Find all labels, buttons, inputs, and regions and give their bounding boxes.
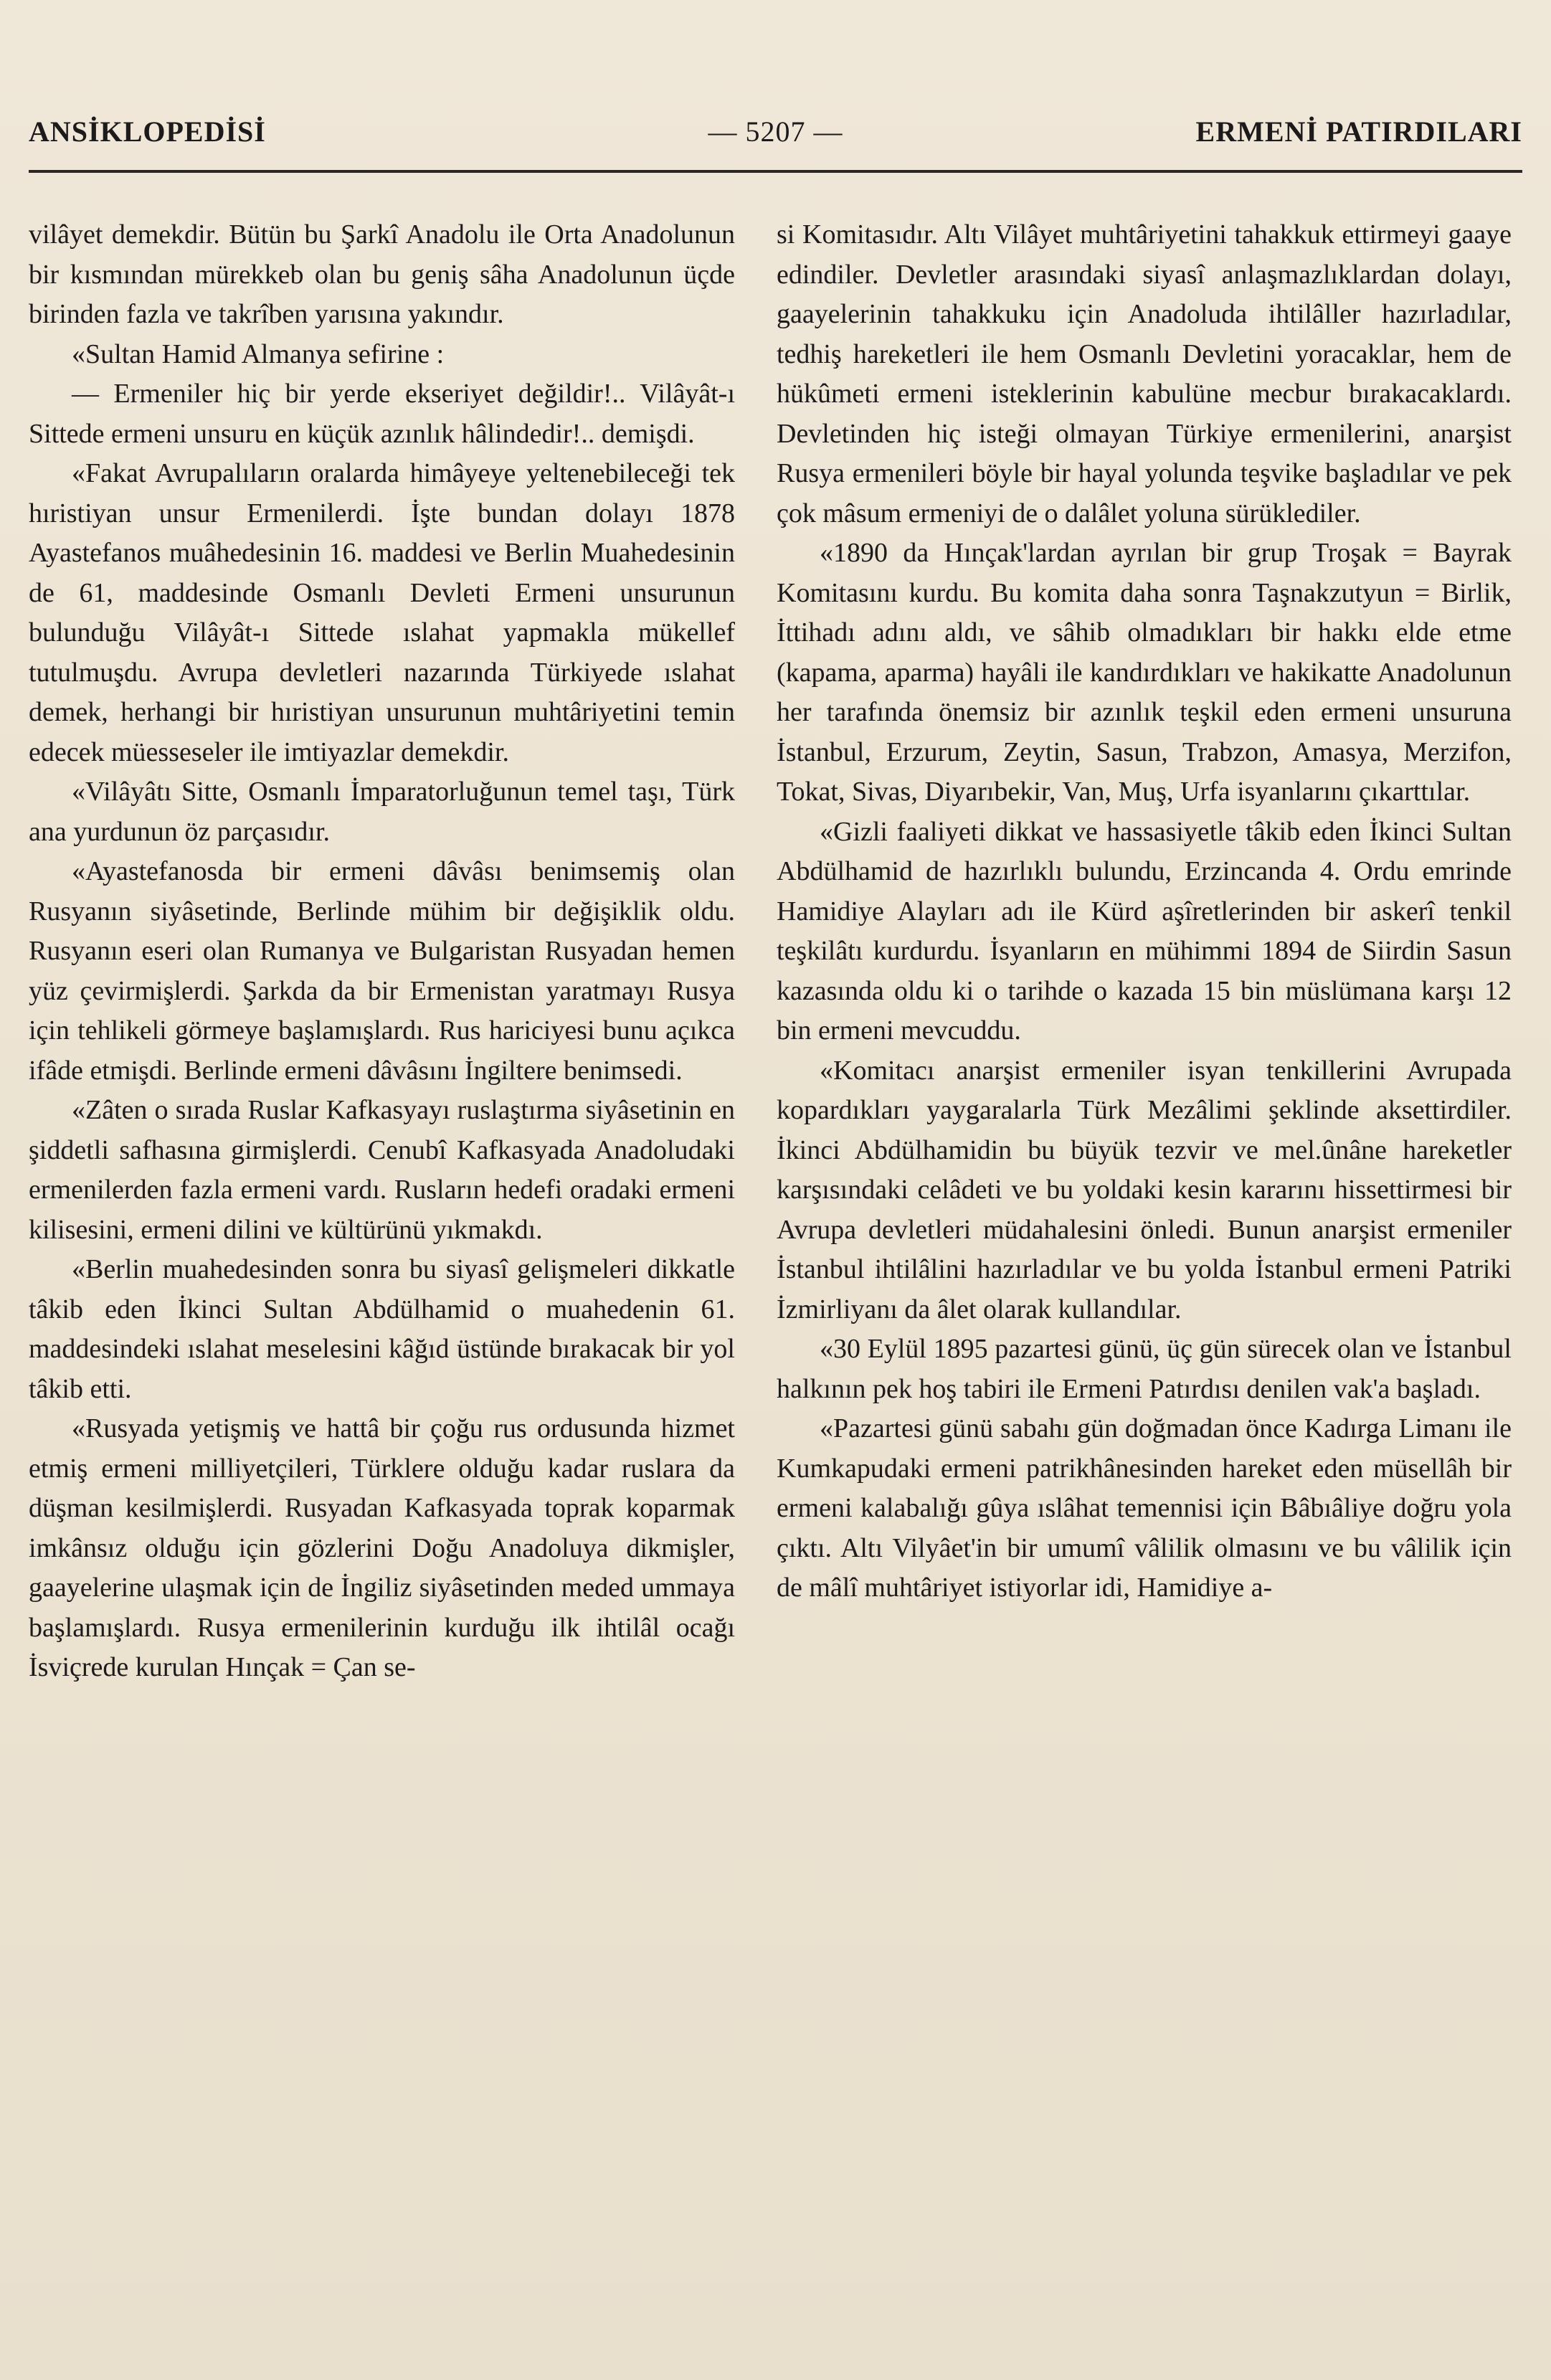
left-column bbox=[29, 215, 735, 1688]
page-number: — 5207 — bbox=[708, 115, 843, 148]
page-header bbox=[29, 115, 1522, 165]
paragraph: «Gizli faaliyeti dikkat ve hassasiyetle tâkib eden İkinci Sultan Abdülhamid de hazırlıklı bulundu, Erzincanda 4. Ordu emrinde Hamidiye Alayları adı ile Kürd aşîretlerinden bir askerî tenkil teşkilâtı kurdurdu. İsyanların en mühimmi 1894 de Siirdin Sasun kazasında oldu ki o tarihde o kazada 15 bin müslümana karşı 12 bin ermeni mevcuddu. bbox=[777, 816, 1512, 1046]
paragraph: «Fakat Avrupalıların oralarda himâyeye yeltenebileceği tek hıristiyan unsur Ermenilerdi. İşte bundan dolayı 1878 Ayastefanos muâhedesinin 16. maddesi ve Berlin Muahedesinin de 61, maddesinde Osmanlı Devleti Ermeni unsurunun bulunduğu Vilâyât-ı Sittede ıslahat yapmakla mükellef tutulmuşdu. Avrupa devletleri nazarında Türkiyede ıslahat demek, herhangi bir hıristiyan unsurunun muhtâriyetini temin edecek müesseseler ile imtiyazlar demekdir. bbox=[29, 458, 735, 767]
paragraph: «Sultan Hamid Almanya sefirine : bbox=[72, 338, 445, 369]
paragraph: «Pazartesi günü sabahı gün doğmadan önce Kadırga Limanı ile Kumkapudaki ermeni patrikhânesinden hareket eden müsellâh bir ermeni kalabalığı gûya ıslâhat temennisi için Bâbıâliye doğru yola çıktı. Altı Vilyâet'in bir umumî vâlilik olmasını ve bu vâlilik için de mâlî muhtâriyet istiyorlar idi, Hamidiye a- bbox=[777, 1413, 1512, 1603]
paragraph: vilâyet demekdir. Bütün bu Şarkî Anadolu ile Orta Anadolunun bir kısmından mürekkeb olan bu geniş sâha Anadolunun üçde birinden fazla ve takrîben yarısına yakındır. bbox=[29, 219, 735, 329]
paragraph: si Komitasıdır. Altı Vilâyet muhtâriyetini tahakkuk ettirmeyi gaaye edindiler. Devletler arasındaki siyasî anlaşmazlıklardan dolayı, gaayelerinin tahakkuku için Anadoluda ihtilâller hazırladılar, tedhiş hareketleri ile hem Osmanlı Devletini yoracaklar, hem de hükûmeti ermeni isteklerinin kabulüne mecbur bırakacaklardı. Devletinden hiç isteği olmayan Türkiye ermenilerini, anarşist Rusya ermenileri böyle bir hayal yolunda teşvike başladılar ve pek çok mâsum ermeniyi de o dalâlet yoluna sürüklediler. bbox=[777, 219, 1512, 528]
paragraph: «Vilâyâtı Sitte, Osmanlı İmparatorluğunun temel taşı, Türk ana yurdunun öz parçasıdır. bbox=[29, 777, 735, 847]
paragraph: «Ayastefanosda bir ermeni dâvâsı benimsemiş olan Rusyanın siyâsetinde, Berlinde mühim bir değişiklik oldu. Rusyanın eseri olan Rumanya ve Bulgaristan Rusyadan hemen yüz çevirmişlerdi. Şarkda da bir Ermenistan yaratmayı Rusya için tehlikeli görmeye başlamışlardı. Rus hariciyesi bunu açıkca ifâde etmişdi. Berlinde ermeni dâvâsını İngiltere benimsedi. bbox=[29, 856, 735, 1086]
header-rule bbox=[29, 170, 1522, 173]
paragraph: «30 Eylül 1895 pazartesi günü, üç gün sürecek olan ve İstanbul halkının pek hoş tabiri ile Ermeni Patırdısı denilen vak'a başladı. bbox=[777, 1334, 1512, 1404]
paragraph: «Zâten o sırada Ruslar Kafkasyayı ruslaştırma siyâsetinin en şiddetli safhasına girmişlerdi. Cenubî Kafkasyada Anadoludaki ermenilerden fazla ermeni vardı. Rusların hedefi oradaki ermeni kilisesini, ermeni dilini ve kültürünü yıkmakdı. bbox=[29, 1095, 735, 1245]
paragraph: — Ermeniler hiç bir yerde ekseriyet değildir!.. Vilâyât-ı Sittede ermeni unsuru en küçük azınlık hâlindedir!.. demişdi. bbox=[29, 379, 735, 449]
paragraph: «1890 da Hınçak'lardan ayrılan bir grup Troşak = Bayrak Komitasını kurdu. Bu komita daha sonra Taşnakzutyun = Birlik, İttihadı adını aldı, ve sâhib olmadıkları bir hakkı elde etme (kapama, aparma) hayâli ile kandırdıkları ve hakikatte Anadolunun her tarafında önemsiz bir azınlık teşkil eden ermeni unsuruna İstanbul, Erzurum, Zeytin, Sasun, Trabzon, Amasya, Merzifon, Tokat, Sivas, Diyarıbekir, Van, Muş, Urfa isyanlarını çıkarttılar. bbox=[777, 538, 1512, 807]
encyclopedia-title: ANSİKLOPEDİSİ bbox=[29, 115, 266, 148]
article-title: ERMENİ PATIRDILARI bbox=[1195, 115, 1522, 148]
paragraph: «Berlin muahedesinden sonra bu siyasî gelişmeleri dikkatle tâkib eden İkinci Sultan Abdülhamid o muahedenin 61. maddesindeki ıslahat meselesini kâğıd üstünde bırakacak bir yol tâkib etti. bbox=[29, 1254, 735, 1404]
right-column bbox=[777, 215, 1512, 1608]
paragraph: «Rusyada yetişmiş ve hattâ bir çoğu rus ordusunda hizmet etmiş ermeni milliyetçileri, Türklere olduğu kadar ruslara da düşman kesilmişlerdi. Rusyadan Kafkasyada toprak koparmak imkânsız olduğu için gözlerini Doğu Anadoluya dikmişler, gaayelerine ulaşmak için de İngiliz siyâsetinden meded ummaya başlamışlardı. Rusya ermenilerinin kurduğu ilk ihtilâl ocağı İsviçrede kurulan Hınçak = Çan se- bbox=[29, 1413, 735, 1682]
paragraph: «Komitacı anarşist ermeniler isyan tenkillerini Avrupada kopardıkları yaygaralarla Türk Mezâlimi şeklinde aksettirdiler. İkinci Abdülhamidin bu büyük tezvir ve mel.ûnâne hareketler karşısındaki celâdeti ve bu yoldaki kesin kararını hissettirmesi bir Avrupa devletleri müdahalesini önledi. Bunun anarşist ermeniler İstanbul ihtilâlini hazırladılar ve bu yolda İstanbul ermeni Patriki İzmirliyanı da âlet olarak kullandılar. bbox=[777, 1055, 1512, 1324]
